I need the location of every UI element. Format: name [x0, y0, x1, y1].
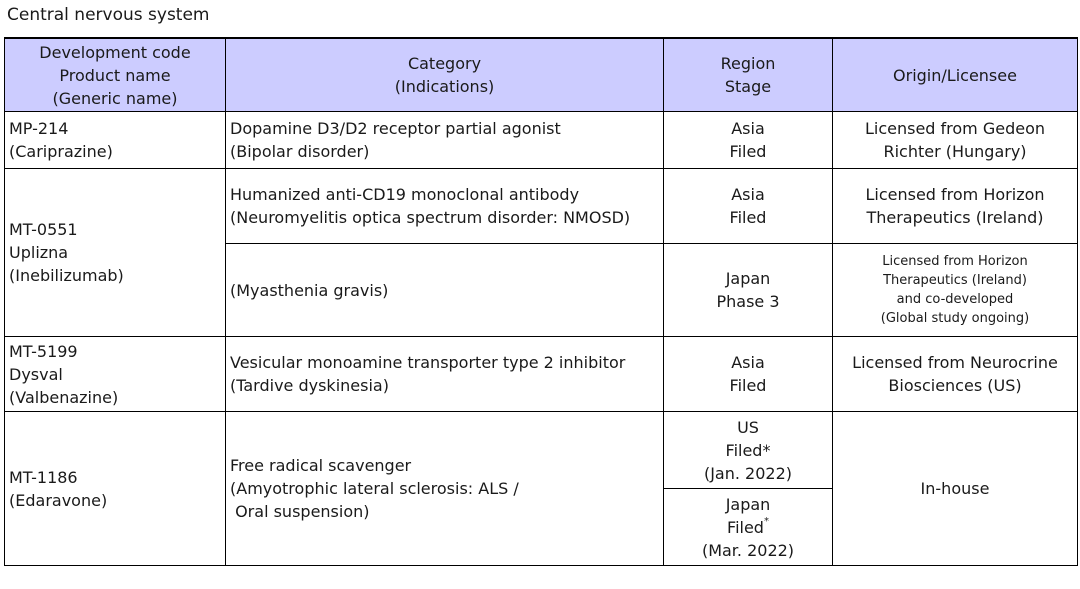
table-row [5, 112, 1078, 169]
development-code-cell: MP-214 (Cariprazine) [5, 112, 226, 169]
origin-cell: Licensed from Horizon Therapeutics (Ireland) [833, 169, 1078, 244]
category-cell: Vesicular monoamine transporter type 2 inhibitor (Tardive dyskinesia) [226, 337, 664, 412]
region-stage-cell: US Filed* (Jan. 2022) [664, 412, 833, 489]
category-cell: Humanized anti-CD19 monoclonal antibody (Neuromyelitis optica spectrum disorder: NMOSD) [226, 169, 664, 244]
region-stage-cell: Asia Filed [664, 112, 833, 169]
category-cell: Dopamine D3/D2 receptor partial agonist (Bipolar disorder) [226, 112, 664, 169]
origin-cell: Licensed from Horizon Therapeutics (Ireland) and co-developed (Global study ongoing) [833, 244, 1078, 337]
region-stage-cell: Japan Phase 3 [664, 244, 833, 337]
table-row [5, 337, 1078, 412]
region-stage-cell: Asia Filed [664, 337, 833, 412]
origin-cell: Licensed from Neurocrine Biosciences (US) [833, 337, 1078, 412]
development-code-cell: MT-5199 Dysval (Valbenazine) [5, 337, 226, 412]
header-origin-licensee: Origin/Licensee [833, 38, 1078, 112]
table-header-row [5, 38, 1078, 112]
category-cell: (Myasthenia gravis) [226, 244, 664, 337]
pipeline-table [4, 37, 1078, 566]
region-stage-cell: Japan Filed* (Mar. 2022) [664, 489, 833, 566]
table-row [5, 412, 1078, 489]
origin-cell: Licensed from Gedeon Richter (Hungary) [833, 112, 1078, 169]
origin-cell: In-house [833, 412, 1078, 566]
header-category: Category (Indications) [226, 38, 664, 112]
section-title: Central nervous system [7, 5, 210, 25]
footnote-marker: * [763, 516, 769, 528]
region-stage-cell: Asia Filed [664, 169, 833, 244]
development-code-cell: MT-1186 (Edaravone) [5, 412, 226, 566]
table-row [5, 169, 1078, 244]
development-code-cell: MT-0551 Uplizna (Inebilizumab) [5, 169, 226, 337]
header-region-stage: Region Stage [664, 38, 833, 112]
category-cell: Free radical scavenger (Amyotrophic lateral sclerosis: ALS / Oral suspension) [226, 412, 664, 566]
header-development-code: Development code Product name (Generic name) [5, 38, 226, 112]
